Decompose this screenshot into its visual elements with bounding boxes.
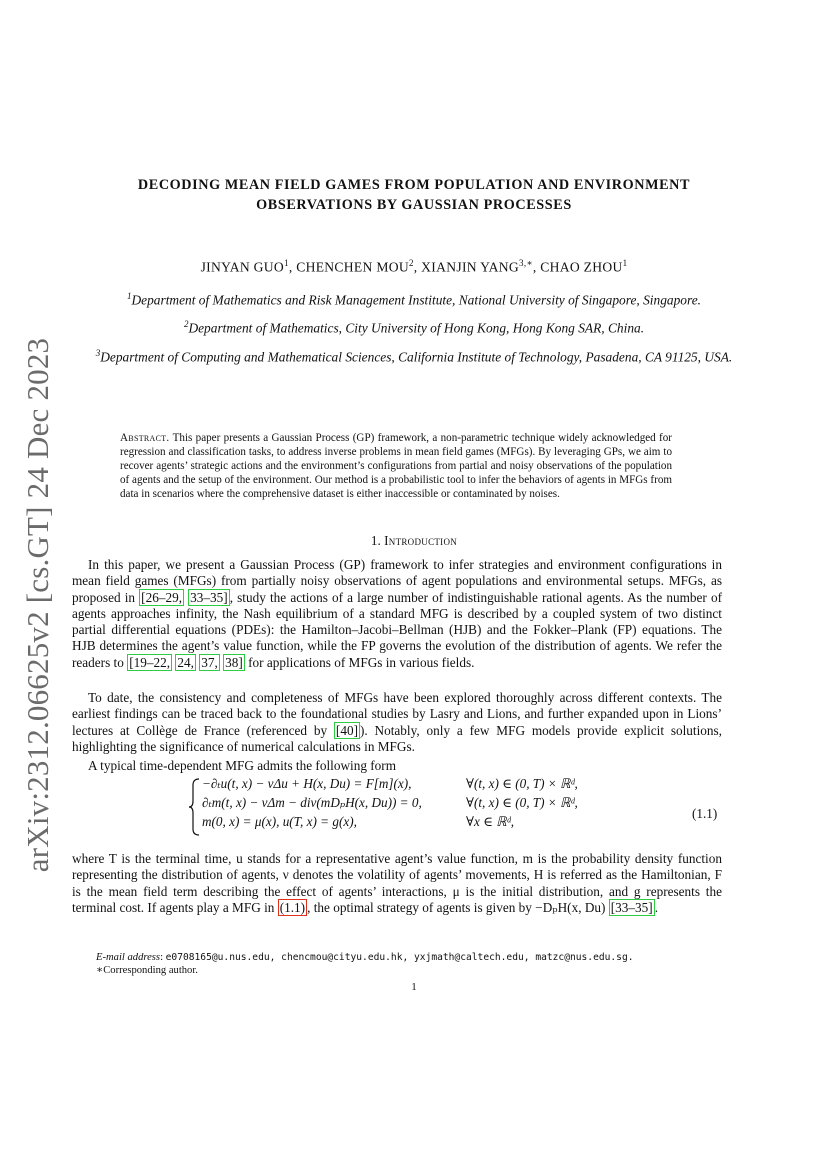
- author-list: JINYAN GUO$^1$, CHENCHEN MOU$^2$, XIANJIN $YANG^{3,∗}$, CHAO ZHOU$^1$: [200, 258, 628, 275]
- citation-link[interactable]: 38]: [225, 654, 243, 670]
- author-affiliation-mark: 3,∗: [519, 258, 533, 268]
- arxiv-sidebar-stamp: [18, 337, 58, 873]
- author-name: JINYAN GUO: [200, 259, 284, 275]
- citation-link[interactable]: 24,: [177, 654, 194, 670]
- abstract: [120, 432, 672, 502]
- arxiv-identifier: arXiv:2312.06625v2 [cs.GT] 24 Dec 2023: [20, 337, 55, 873]
- section-heading: [70, 533, 758, 549]
- equation-hjb: −∂ₜu(t, x) − νΔu + H(x, Du) = F[m](x), ∀(t, x) ∈ (0, T) × ℝᵈ,: [202, 776, 578, 791]
- equation-fp: ∂ₜm(t, x) − νΔm − div(mDₚH(x, Du)) = 0, ∀(t, x) ∈ (0, T) × ℝᵈ,: [202, 795, 578, 810]
- paper-title: [70, 176, 758, 215]
- affiliation-2: $^2$Department of Mathematics, City University of Hong Kong, Hong Kong SAR, China.: [183, 319, 645, 336]
- author-name: CHENCHEN MOU: [296, 259, 409, 275]
- citation-link[interactable]: [40]: [335, 722, 358, 738]
- author-affiliation-mark: 1: [622, 258, 628, 268]
- intro-paragraph-1: In this paper, we present a Gaussian Process (GP) framework to infer strategies and environment configurations in mean field games (MFGs) from partially noisy observations of agent populations and environmental setups. MFGs, as proposed in [26–29, 33–35] , study the actions of a large number of indistinguishable rational agents. As the number of agents approaches infinity, the Nash equilibrium of a standard MFG is described by a coupled system of two distinct partial differential equations (PDEs): the Hamilton–Jacobi–Bellman (HJB) and the Fokker–Plank (FP) equations. The HJB determines the agent’s value function, while the FP governs the evolution of the distribution of agents. We refer the readers to [19–22, 24, 37, 38] for applications of MFGs in various fields.: [72, 557, 722, 670]
- equation-link[interactable]: (1.1): [279, 899, 306, 915]
- author-affiliation-mark: 2: [408, 258, 414, 268]
- title-line-1: DECODING MEAN FIELD GAMES FROM POPULATION AND ENVIRONMENT: [137, 177, 691, 193]
- citation-link[interactable]: [19–22,: [129, 654, 171, 670]
- citation-link[interactable]: 37,: [201, 654, 218, 670]
- intro-paragraph-4: where T is the terminal time, u stands for a representative agent’s value function, m is the probability density function representing the distribution of agents, ν denotes the volatility of agents’ movements, H is referred as the Hamiltonian, F is the mean field term describing the effect of agents’ interactions, μ is the initial distribution, and g represents the terminal cost. If agents play a MFG in (1.1) , the optimal strategy of agents is given by −DₚH(x, Du) [33–35] .: [72, 851, 722, 915]
- affiliation-3: $^3$Department of Computing and Mathematical Sciences, California Institute of Technology, Pasadena, CA 91125, USA.: [95, 348, 733, 365]
- left-brace: [188, 778, 202, 836]
- intro-paragraph-3: A typical time-dependent MFG admits the following form: [88, 758, 397, 773]
- abstract-text: This paper presents a Gaussian Process (GP) framework, a non-parametric technique widely acknowledged for regression and classification tasks, to address inverse problems in mean field games (MFGs). By leveraging GPs, we aim to recover agents’ strategic actions and the environment’s configurations from partial and noisy observations of the population of agents and the setup of the environment. Our method is a probabilistic tool to infer the behaviors of agents in MFGs from data in scenarios where the comprehensive dataset is either inaccessible or contaminated by noises.: [120, 432, 672, 500]
- equation-number: (1.1): [692, 806, 718, 821]
- equation-boundary: m(0, x) = μ(x), u(T, x) = g(x), ∀x ∈ ℝᵈ,: [202, 814, 514, 829]
- abstract-label: Abstract.: [120, 432, 170, 444]
- page-number: 1: [411, 981, 417, 993]
- footnote-corresponding: ∗Corresponding author.: [96, 965, 198, 976]
- citation-link[interactable]: [33–35]: [610, 899, 653, 915]
- footnote-email: E-mail address: e0708165@u.nus.edu, chencmou@cityu.edu.hk, yxjmath@caltech.edu, matzc@nus.edu.sg.: [96, 952, 634, 963]
- title-line-2: OBSERVATIONS BY GAUSSIAN PROCESSES: [256, 196, 572, 213]
- section-title: Introduction: [384, 533, 458, 548]
- citation-link[interactable]: 33–35]: [190, 589, 228, 605]
- intro-paragraph-2: To date, the consistency and completeness of MFGs have been explored thoroughly across different contexts. The earliest findings can be traced back to the foundational studies by Lasry and Lions, and further expanded upon in Lions’ lectures at Collège de France (referenced by [40] ). Notably, only a few MFG models provide explicit solutions, highlighting the significance of numerical calculations in MFGs.: [72, 690, 722, 754]
- author-name: XIANJIN YANG: [421, 259, 520, 275]
- section-number: 1.: [370, 533, 381, 548]
- author-name: CHAO ZHOU: [540, 259, 623, 275]
- citation-link[interactable]: [26–29,: [141, 589, 183, 605]
- mfg-equation-system: [188, 776, 648, 838]
- email-addresses: e0708165@u.nus.edu, chencmou@cityu.edu.hk, yxjmath@caltech.edu, matzc@nus.edu.sg.: [165, 952, 634, 963]
- affiliation-1: $^1$Department of Mathematics and Risk Management Institute, National University of Singapore, Singapore.: [126, 291, 702, 308]
- author-affiliation-mark: 1: [284, 258, 289, 268]
